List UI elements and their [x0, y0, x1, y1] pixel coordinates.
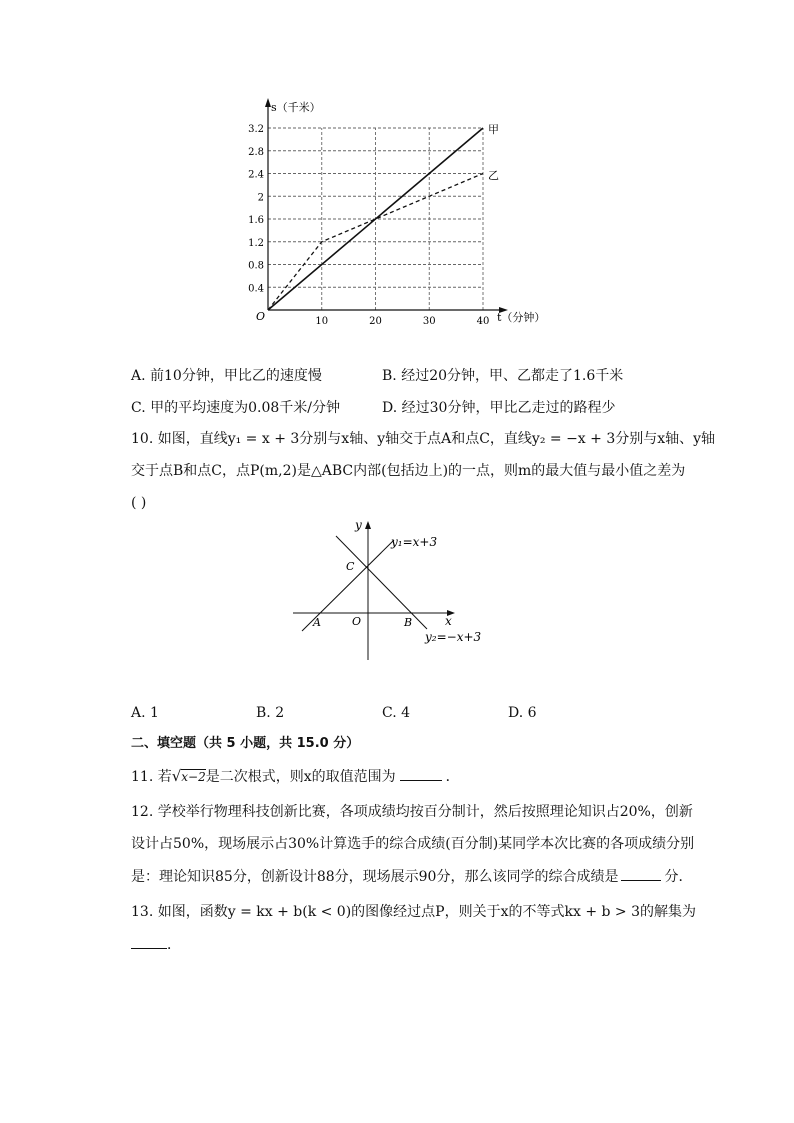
q11-prefix: 11. 若 [131, 769, 172, 785]
series-yi-label: 乙 [488, 169, 499, 182]
sqrt-icon: √ [171, 767, 182, 785]
q9-option-d: D. 经过30分钟，甲比乙走过的路程少 [382, 400, 616, 416]
q12-line-1: 12. 学校举行物理科技创新比赛，各项成绩均按百分制计，然后按照理论知识占20%，创新 [131, 804, 693, 820]
q13-answer-blank[interactable] [131, 934, 167, 949]
q12-line-3 [131, 866, 692, 887]
y-tick-label: 0.8 [248, 260, 264, 272]
q12-answer-blank[interactable] [621, 866, 661, 881]
y-tick-label: 2 [257, 192, 264, 204]
origin-label: O [256, 310, 266, 323]
x-tick-labels [315, 316, 489, 327]
q10-y-arrow [365, 521, 371, 529]
q10-line-y2 [336, 536, 427, 629]
x-axis-label: t（分钟） [497, 311, 546, 324]
y-tick-label: 3.2 [248, 124, 264, 135]
q10-option-c: C. 4 [382, 705, 411, 721]
q9-chart [240, 95, 570, 335]
q12-line-3-text: 是：理论知识85分，创新设计88分，现场展示90分，那么该同学的综合成绩是 [131, 869, 619, 885]
q10-y-label: y [355, 518, 362, 532]
y-tick-label: 1.2 [248, 237, 264, 249]
q11 [131, 766, 460, 787]
section-2-title: 二、填空题（共 5 小题，共 15.0 分） [131, 736, 360, 751]
x-tick-label: 40 [476, 316, 490, 327]
q13-line-1: 13. 如图，函数y = kx + b(k < 0)的图像经过点P，则关于x的不等式kx + b > 3的解集为 [131, 904, 696, 920]
q9-option-b: B. 经过20分钟，甲、乙都走了1.6千米 [382, 368, 624, 384]
q11-answer-blank[interactable] [400, 766, 442, 781]
y-tick-labels [248, 124, 264, 294]
q10-option-a: A. 1 [131, 705, 159, 721]
q10-line-1: 10. 如图，直线y₁ = x + 3分别与x轴、y轴交于点A和点C，直线y₂ = −x + 3分别与x轴、y轴 [131, 431, 716, 447]
q12-line-2: 设计占50%，现场展示占30%计算选手的综合成绩(百分制)某同学本次比赛的各项成绩分别 [131, 836, 695, 852]
q10-point-b: B [404, 616, 413, 629]
q10-y1-label: y₁=x+3 [391, 535, 438, 549]
y-axis-label: s（千米） [271, 101, 321, 114]
q11-radicand: x−2 [181, 770, 206, 784]
y-tick-label: 0.4 [248, 283, 264, 295]
y-tick-label: 2.4 [248, 169, 264, 181]
q13-line-2-end: ． [167, 937, 181, 953]
q10-line-2: 交于点B和点C，点P(m,2)是△ABC内部(包括边上)的一点，则m的最大值与最小值之差为 [131, 463, 686, 479]
q13-line-2 [131, 934, 181, 955]
q10-origin-label: O [352, 615, 362, 628]
y-tick-label: 1.6 [248, 215, 264, 226]
x-tick-label: 30 [422, 316, 436, 327]
q9-option-a: A. 前10分钟，甲比乙的速度慢 [131, 368, 322, 384]
q10-answer-paren: ( ) [131, 495, 147, 511]
q9-option-c: C. 甲的平均速度为0.08千米/分钟 [131, 400, 341, 416]
q10-x-label: x [445, 614, 452, 628]
q10-y2-label: y₂=−x+3 [425, 630, 482, 644]
q12-line-3-end: 分． [664, 869, 693, 885]
q10-point-c: C [346, 560, 355, 573]
y-tick-label: 2.8 [248, 146, 264, 158]
q10-figure [285, 515, 515, 670]
x-tick-label: 10 [315, 316, 329, 327]
q10-point-a: A [313, 616, 321, 629]
q10-option-b: B. 2 [256, 705, 285, 721]
q11-end: ． [445, 769, 460, 785]
x-tick-label: 20 [369, 316, 382, 327]
q11-suffix: 是二次根式，则x的取值范围为 [205, 769, 396, 785]
q10-option-d: D. 6 [508, 705, 537, 721]
series-jia-label: 甲 [488, 123, 499, 136]
